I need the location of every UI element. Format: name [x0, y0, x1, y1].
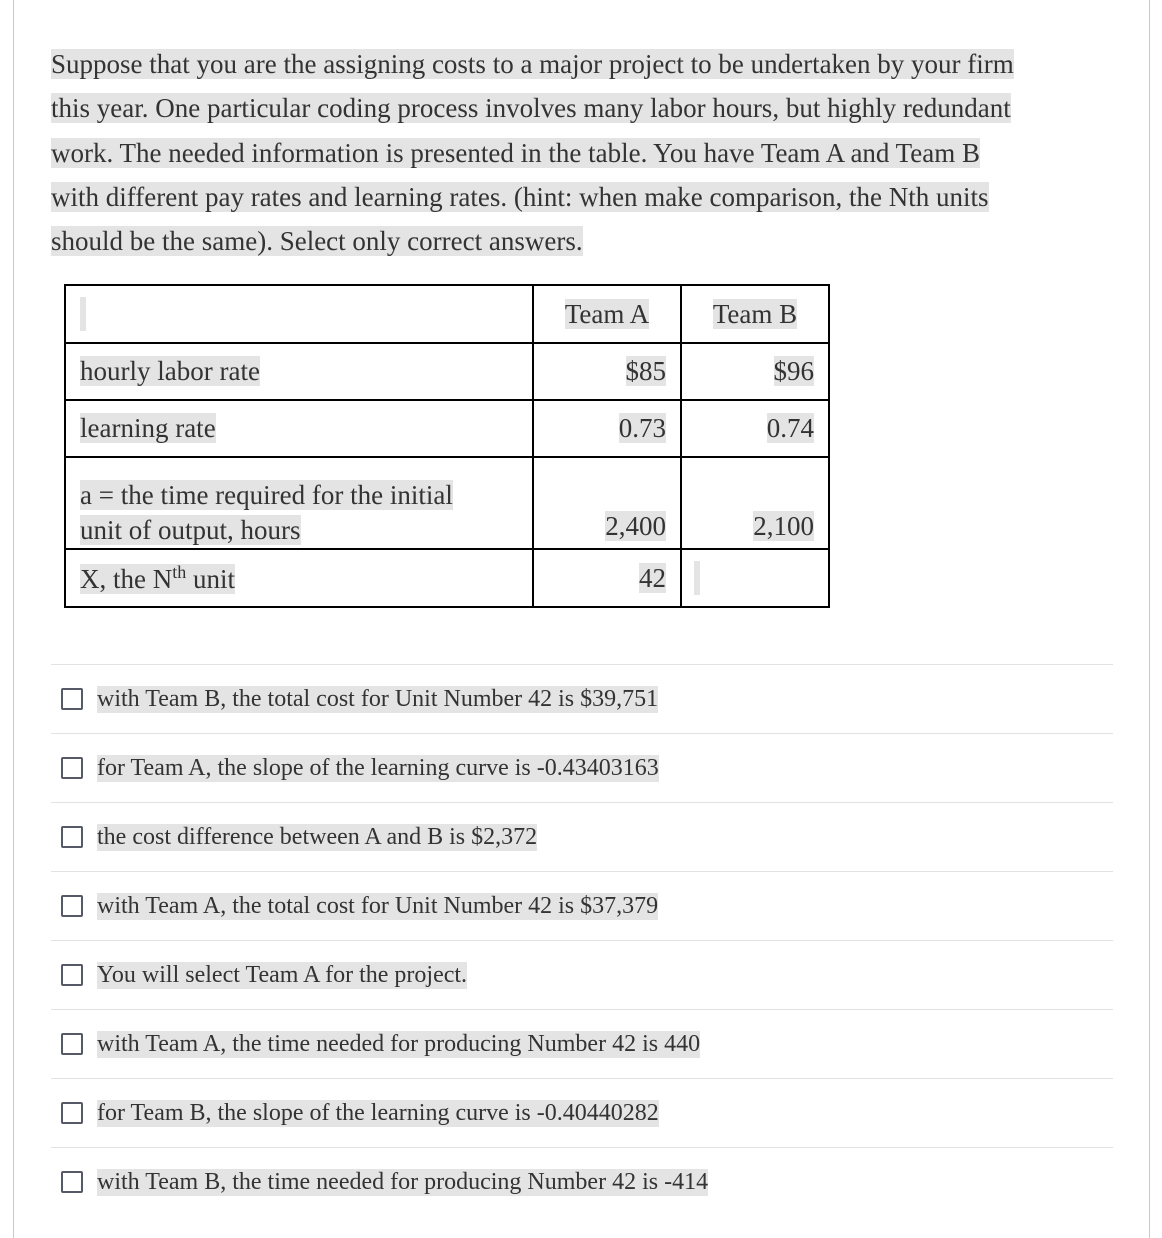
- row-label: a = the time required for the initial unit of output, hours: [65, 457, 533, 549]
- question-line: work. The needed information is presented in the table. You have Team A and Team B: [51, 137, 981, 168]
- table-header-row: [65, 285, 829, 343]
- option-label: for Team A, the slope of the learning curve is -0.43403163: [97, 754, 659, 781]
- option-row[interactable]: [51, 1078, 1113, 1147]
- row-label: hourly labor rate: [65, 343, 533, 400]
- option-label: the cost difference between A and B is $2,372: [97, 823, 538, 850]
- question-line: Suppose that you are the assigning costs to a major project to be undertaken by your firm: [51, 49, 1014, 79]
- table-row: [65, 343, 829, 400]
- option-row[interactable]: [51, 733, 1113, 802]
- question-line: with different pay rates and learning rates. (hint: when make comparison, the Nth units: [51, 181, 989, 212]
- checkbox[interactable]: [61, 1033, 83, 1055]
- frame-right-border: [1149, 0, 1150, 1238]
- team-b-value: 2,100: [681, 457, 829, 549]
- team-a-value: 42: [533, 549, 681, 607]
- checkbox[interactable]: [61, 964, 83, 986]
- answer-options: [51, 664, 1113, 1216]
- table-row: [65, 400, 829, 457]
- option-label: You will select Team A for the project.: [97, 961, 468, 988]
- option-row[interactable]: [51, 664, 1113, 733]
- team-a-value: 2,400: [533, 457, 681, 549]
- option-row[interactable]: [51, 1009, 1113, 1078]
- option-row[interactable]: [51, 871, 1113, 940]
- option-label: with Team A, the total cost for Unit Number 42 is $37,379: [97, 892, 659, 919]
- empty-cell-marker: [694, 561, 700, 595]
- checkbox[interactable]: [61, 688, 83, 710]
- checkbox[interactable]: [61, 1171, 83, 1193]
- option-row[interactable]: [51, 940, 1113, 1009]
- team-b-value: $96: [681, 343, 829, 400]
- option-label: with Team B, the total cost for Unit Number 42 is $39,751: [97, 685, 659, 712]
- data-table: [64, 284, 830, 608]
- option-label: with Team A, the time needed for producing Number 42 is 440: [97, 1030, 701, 1057]
- table-row: [65, 457, 829, 549]
- team-b-value: 0.74: [681, 400, 829, 457]
- option-row[interactable]: [51, 802, 1113, 871]
- table-row: [65, 549, 829, 607]
- question-text: [51, 42, 1111, 263]
- team-a-value: 0.73: [533, 400, 681, 457]
- question-line: this year. One particular coding process involves many labor hours, but highly redundant: [51, 93, 1011, 124]
- row-label: X, the $N^{th}$ unit: [65, 549, 533, 607]
- table-corner-cell: [65, 285, 533, 343]
- team-b-header: Team B: [681, 285, 829, 343]
- team-b-value: [681, 549, 829, 607]
- empty-cell-marker: [80, 297, 86, 331]
- checkbox[interactable]: [61, 826, 83, 848]
- team-a-value: $85: [533, 343, 681, 400]
- question-line: should be the same). Select only correct answers.: [51, 226, 583, 257]
- row-label: learning rate: [65, 400, 533, 457]
- team-a-header: Team A: [533, 285, 681, 343]
- checkbox[interactable]: [61, 1102, 83, 1124]
- checkbox[interactable]: [61, 895, 83, 917]
- option-label: with Team B, the time needed for producing Number 42 is -414: [97, 1168, 709, 1195]
- checkbox[interactable]: [61, 757, 83, 779]
- frame-left-border: [13, 0, 14, 1238]
- option-label: for Team B, the slope of the learning curve is -0.40440282: [97, 1099, 659, 1126]
- option-row[interactable]: [51, 1147, 1113, 1216]
